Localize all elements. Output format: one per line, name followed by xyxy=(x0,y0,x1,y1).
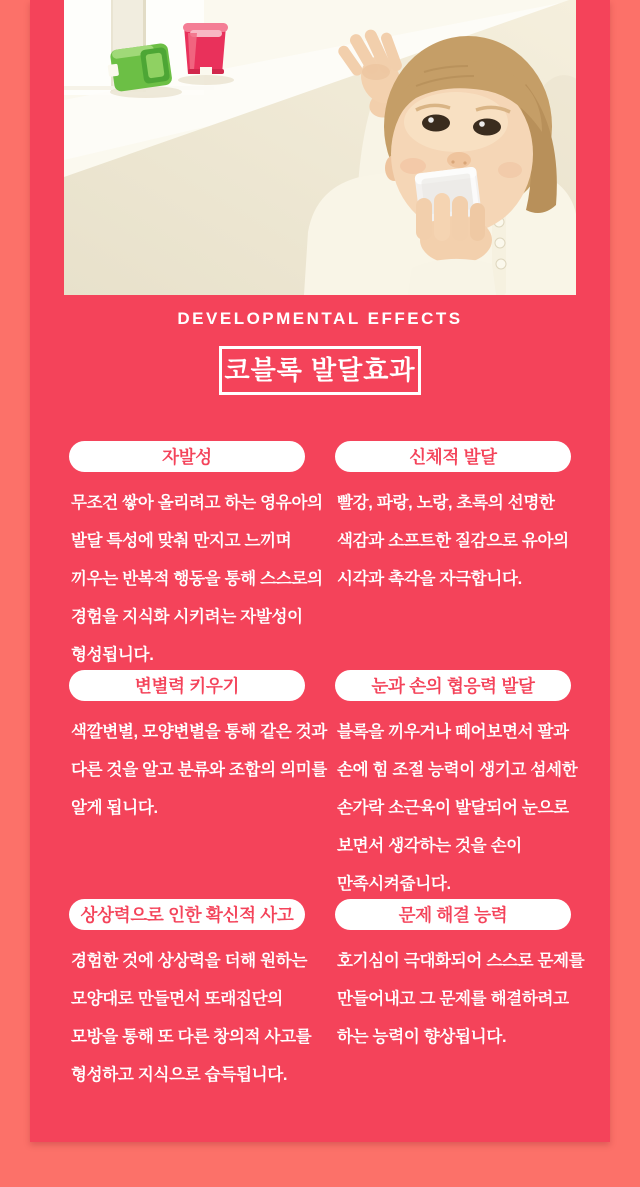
effect-text-line: 다른 것을 알고 분류와 조합의 의미를 xyxy=(71,760,328,779)
effect-text-line: 알게 됩니다. xyxy=(71,798,158,817)
effect-text-line: 형성됩니다. xyxy=(71,645,154,664)
effect-text-line: 끼우는 반복적 행동을 통해 스스로의 xyxy=(71,569,323,588)
effect-card-imaginative-thinking xyxy=(69,899,312,1128)
effect-title-pill xyxy=(69,899,305,930)
effect-text-line: 모양대로 만들면서 또래집단의 xyxy=(71,989,283,1008)
effect-text-line: 하는 능력이 향상됩니다. xyxy=(337,1027,507,1046)
effect-body xyxy=(335,942,585,1056)
effect-text-line: 만족시켜줍니다. xyxy=(337,874,451,893)
effect-title: 자발성 xyxy=(162,446,212,467)
effect-card-discrimination xyxy=(69,670,328,899)
hero-photo xyxy=(64,0,576,295)
effect-title: 변별력 키우기 xyxy=(134,675,240,696)
effect-text-line: 손에 힘 조절 능력이 생기고 섬세한 xyxy=(337,760,578,779)
effect-text-line: 발달 특성에 맞춰 만지고 느끼며 xyxy=(71,531,292,550)
effect-body xyxy=(69,484,323,674)
effect-text-line: 시각과 촉각을 자극합니다. xyxy=(337,569,522,588)
effect-text-line: 모방을 통해 또 다른 창의적 사고를 xyxy=(71,1027,312,1046)
effect-title-pill xyxy=(335,441,571,472)
effect-text-line: 색깔변별, 모양변별을 통해 같은 것과 xyxy=(71,722,328,741)
cheek-right xyxy=(498,162,522,178)
effect-text-line: 경험을 지식화 시키려는 자발성이 xyxy=(71,607,303,626)
pink-block-shadow xyxy=(178,75,234,85)
effect-body xyxy=(335,484,571,598)
hero-photo-illustration xyxy=(64,0,576,295)
effect-title: 상상력으로 인한 확신적 사고 xyxy=(80,904,294,925)
effect-title-pill xyxy=(69,670,305,701)
section-eyebrow: DEVELOPMENTAL EFFECTS xyxy=(177,309,463,328)
effect-text-line: 손가락 소근육이 발달되어 눈으로 xyxy=(337,798,569,817)
effects-grid xyxy=(69,441,585,1128)
effect-text-line: 경험한 것에 상상력을 더해 원하는 xyxy=(71,951,308,970)
effect-body xyxy=(69,942,312,1094)
effect-text-line: 보면서 생각하는 것을 손이 xyxy=(337,836,522,855)
effect-text-line: 색감과 소프트한 질감으로 유아의 xyxy=(337,531,569,550)
effect-title-pill xyxy=(69,441,305,472)
baby-nose xyxy=(447,152,471,168)
green-block xyxy=(106,43,173,93)
effect-text-line: 호기심이 극대화되어 스스로 문제를 xyxy=(337,951,585,970)
effect-body xyxy=(335,713,578,903)
effect-card-eye-hand-coordination xyxy=(335,670,578,899)
effect-body xyxy=(69,713,328,827)
content-panel xyxy=(30,0,610,1142)
effect-text-line: 형성하고 지식으로 습득됩니다. xyxy=(71,1065,288,1084)
effect-title: 신체적 발달 xyxy=(409,446,497,467)
effect-text-line: 무조건 쌓아 올리려고 하는 영유아의 xyxy=(71,493,323,512)
effect-title: 눈과 손의 협응력 발달 xyxy=(371,675,535,696)
section-title-box xyxy=(219,346,421,395)
effect-title: 문제 해결 능력 xyxy=(398,904,508,925)
effect-text-line: 빨강, 파랑, 노랑, 초록의 선명한 xyxy=(337,493,555,512)
pink-block xyxy=(183,23,228,75)
effect-title-pill xyxy=(335,670,571,701)
effect-card-problem-solving xyxy=(335,899,585,1128)
effect-card-spontaneity xyxy=(69,441,323,670)
cheek-left xyxy=(400,158,426,174)
effect-text-line: 만들어내고 그 문제를 해결하려고 xyxy=(337,989,569,1008)
effect-text-line: 블록을 끼우거나 떼어보면서 팔과 xyxy=(337,722,569,741)
effect-card-physical-development xyxy=(335,441,571,670)
section-title: 코블록 발달효과 xyxy=(224,355,416,385)
effect-title-pill xyxy=(335,899,571,930)
